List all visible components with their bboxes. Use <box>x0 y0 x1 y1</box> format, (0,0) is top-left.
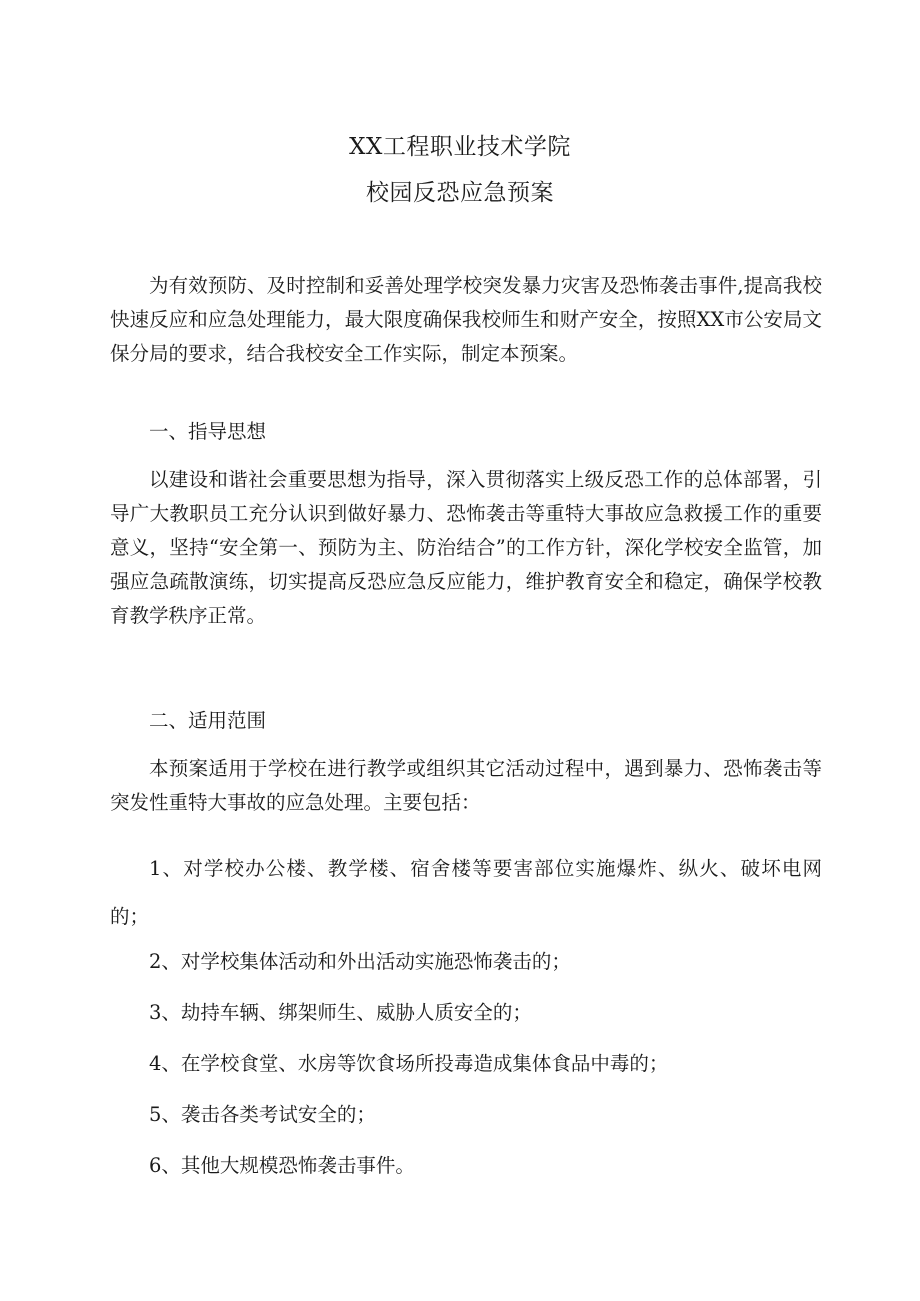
document-title-institution: XX工程职业技术学院 <box>349 134 571 160</box>
list-item: 5、袭击各类考试安全的； <box>149 1103 376 1126</box>
document-title-plan: 校园反恐应急预案 <box>366 180 554 206</box>
section-heading-scope: 二、适用范围 <box>149 709 267 732</box>
section-paragraph-scope: 本预案适用于学校在进行教学或组织其它活动过程中，遇到暴力、恐怖袭击等突发性重特大事故的应急处理。主要包括： <box>110 757 822 814</box>
list-item: 1、对学校办公楼、教学楼、宿舍楼等要害部位实施爆炸、纵火、破坏电网的； <box>110 857 822 928</box>
section-heading-guiding-ideology: 一、指导思想 <box>149 420 267 443</box>
list-item: 6、其他大规模恐怖袭击事件。 <box>149 1154 415 1177</box>
list-item: 4、在学校食堂、水房等饮食场所投毒造成集体食品中毒的； <box>149 1052 669 1075</box>
list-item: 3、劫持车辆、绑架师生、威胁人质安全的； <box>149 1001 532 1024</box>
section-paragraph-guiding-ideology: 以建设和谐社会重要思想为指导，深入贯彻落实上级反恐工作的总体部署，引导广大教职员工充分认识到做好暴力、恐怖袭击等重特大事故应急救援工作的重要意义，坚持“安全第一、预防为主、防治结合”的工作方针，深化学校安全监管，加强应急疏散演练，切实提高反恐应急反应能力，维护教育安全和稳定，确保学校教育教学秩序正常。 <box>110 468 822 627</box>
intro-paragraph: 为有效预防、及时控制和妥善处理学校突发暴力灾害及恐怖袭击事件,提高我校快速反应和应急处理能力，最大限度确保我校师生和财产安全，按照XX市公安局文保分局的要求，结合我校安全工作实际，制定本预案。 <box>110 274 822 365</box>
list-item: 2、对学校集体活动和外出活动实施恐怖袭击的； <box>149 950 571 973</box>
